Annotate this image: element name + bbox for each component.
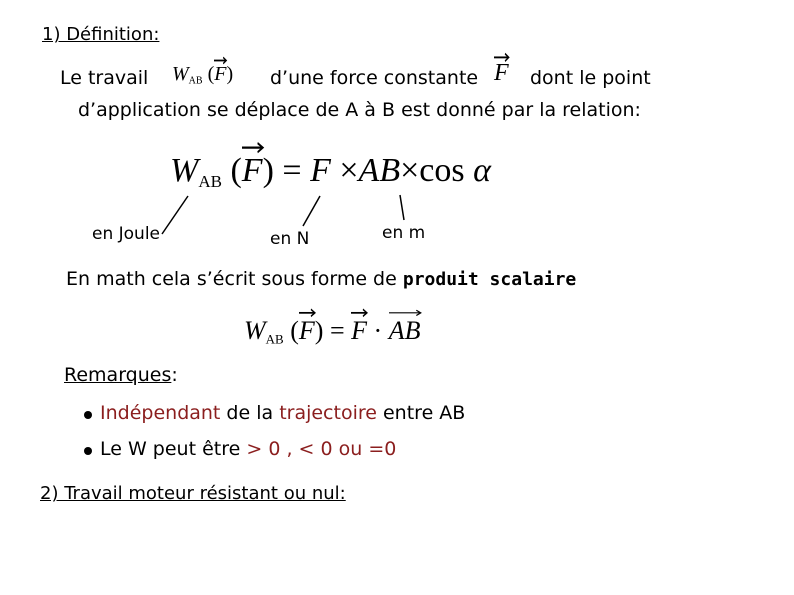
angle-alpha: α <box>473 152 491 189</box>
remark-1-trajectory: trajectoire <box>279 402 377 424</box>
work-symbol: W <box>170 152 199 189</box>
work-subscript: AB <box>198 171 222 191</box>
force-vector: F <box>214 63 226 86</box>
inline-force-vector: F <box>494 60 509 87</box>
dot-operator: · <box>373 316 383 345</box>
intro-text-part3: dont le point <box>530 67 651 89</box>
scalar-term: produit scalaire <box>402 269 577 290</box>
bullet-icon <box>84 411 92 419</box>
vector-arrow-icon <box>389 307 421 319</box>
remark-2-sign: > 0 , < 0 ou =0 <box>246 438 397 460</box>
unit-label-newton: en N <box>270 229 310 249</box>
paren-close: ) <box>226 63 234 85</box>
bullet-icon <box>84 447 92 455</box>
main-formula: $W_{AB}$ ( F) = F ×AB×cos α <box>170 152 491 192</box>
vector-arrow-icon <box>351 307 367 319</box>
work-subscript: AB <box>188 75 203 87</box>
intro-text-line2: d’application se déplace de A à B est donné par la relation: <box>78 99 641 121</box>
equals-sign: = <box>282 152 302 189</box>
scalar-prefix: En math cela s’écrit sous forme de <box>66 268 397 290</box>
remarks-title: Remarques <box>64 364 172 386</box>
remark-item-1: Indépendant de la trajectoire entre AB <box>100 402 466 424</box>
section-title-definition: 1) Définition: <box>42 24 160 45</box>
remarks-heading <box>64 364 178 386</box>
force-vector: F <box>351 316 367 346</box>
unit-label-metre: en m <box>382 223 426 243</box>
remark-1-independent: Indépendant <box>100 402 221 424</box>
times-sign: × <box>339 152 359 189</box>
section-title-work-types: 2) Travail moteur résistant ou nul: <box>40 483 346 504</box>
cos-function: cos <box>419 152 465 189</box>
intro-text-part1: Le travail <box>60 67 149 89</box>
force-vector: F <box>299 316 315 346</box>
vector-arrow-icon <box>299 307 315 319</box>
times-sign: × <box>400 152 420 189</box>
paren-open: ( <box>207 63 215 85</box>
scalar-product-sentence <box>66 268 576 290</box>
dot-product-formula: $W_{AB}$ ( F) = F · AB <box>244 316 420 348</box>
ab-vector: AB <box>389 316 421 346</box>
distance-ab: AB <box>358 152 401 189</box>
equals-sign: = <box>329 316 345 345</box>
force-magnitude: F <box>310 152 331 189</box>
force-vector: F <box>242 152 263 190</box>
work-symbol: W <box>172 63 189 85</box>
intro-text-part2: d’une force constante <box>270 67 479 89</box>
remarks-colon: : <box>171 364 178 386</box>
remark-item-2: Le W peut être > 0 , < 0 ou =0 <box>100 438 397 460</box>
unit-label-joule: en Joule <box>92 224 161 244</box>
